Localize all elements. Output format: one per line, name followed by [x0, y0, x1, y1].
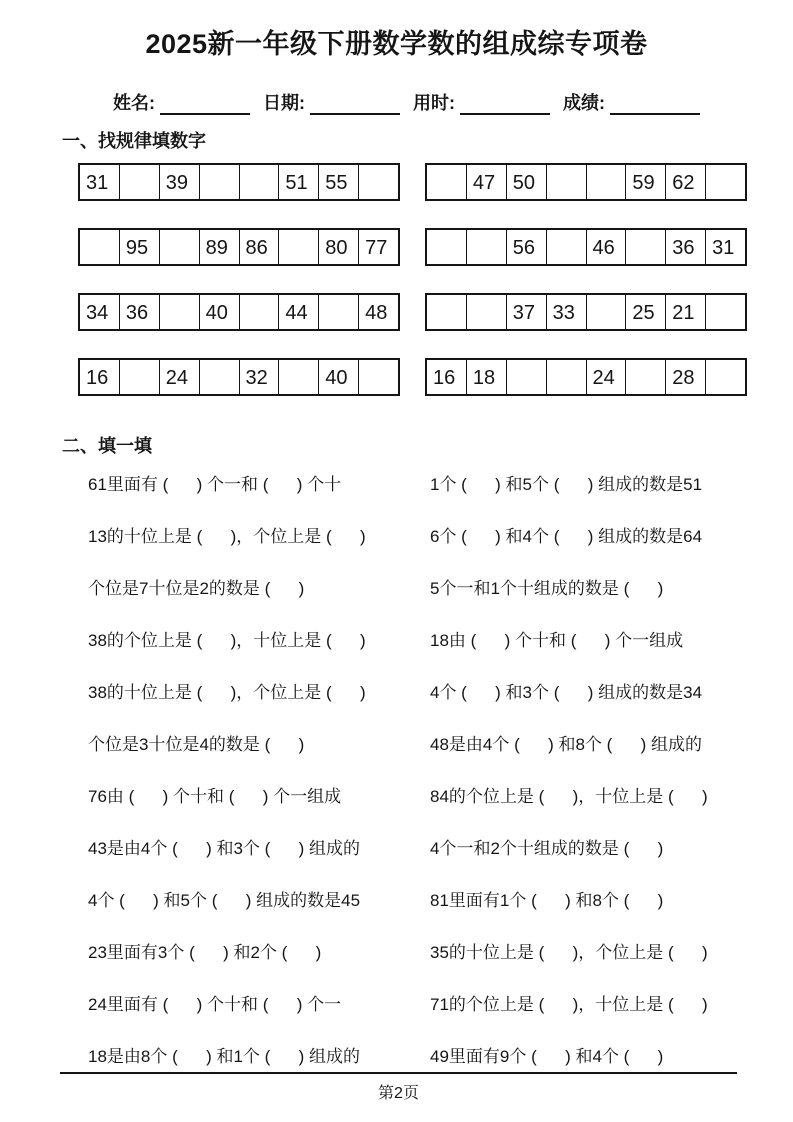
- sequence-cell: [319, 295, 359, 329]
- sequence-cell: [547, 165, 587, 199]
- question-item: 个位是3十位是4的数是 ( ): [88, 735, 305, 754]
- question-item: 13的十位上是 ( )，个位上是 ( ): [88, 527, 366, 546]
- sequence-cell: 37: [507, 295, 547, 329]
- questions-right-column: [430, 470, 760, 1094]
- section1-heading: 一、找规律填数字: [62, 131, 206, 151]
- sequence-cell: 48: [365, 302, 388, 324]
- question-item: 18由 ( ) 个十和 ( ) 个一组成: [430, 631, 684, 650]
- section2-heading: 二、填一填: [62, 436, 152, 456]
- sequence-cell: 56: [507, 230, 547, 264]
- sequence-cell: 25: [626, 295, 666, 329]
- sequence-cell: 36: [666, 230, 706, 264]
- sequence-cell: [507, 360, 547, 394]
- sequence-cell: [160, 230, 200, 264]
- page-title: 2025新一年级下册数学数的组成综专项卷: [145, 29, 648, 59]
- sequence-cell: 33: [547, 295, 587, 329]
- sequence-table: [78, 293, 400, 331]
- sequence-cell: [427, 295, 467, 329]
- sequence-cell: 47: [467, 165, 507, 199]
- sequence-table: [78, 228, 400, 266]
- question-item: 4个 ( ) 和5个 ( ) 组成的数是45: [88, 891, 361, 910]
- question-item: 个位是7十位是2的数是 ( ): [88, 579, 305, 598]
- student-info-row: [113, 89, 793, 115]
- sequence-cell: 31: [712, 237, 735, 259]
- blank-line: [610, 95, 700, 115]
- number-sequence-tables: [78, 163, 747, 396]
- question-item: 61里面有 ( ) 个一和 ( ) 个十: [88, 475, 342, 494]
- question-item: 71的个位上是 ( )，十位上是 ( ): [430, 995, 708, 1014]
- blank-line: [310, 95, 400, 115]
- info-field-label: 用时:: [413, 93, 455, 113]
- sequence-cell: [240, 295, 280, 329]
- sequence-cell: 89: [200, 230, 240, 264]
- question-item: 4个一和2个十组成的数是 ( ): [430, 839, 664, 858]
- blank-line: [460, 95, 550, 115]
- sequence-cell: 86: [240, 230, 280, 264]
- sequence-cell: [359, 360, 398, 394]
- sequence-cell: [427, 165, 467, 199]
- sequence-cell: [80, 230, 120, 264]
- sequence-table: [425, 358, 747, 396]
- sequence-cell: 16: [80, 360, 120, 394]
- sequence-cell: [200, 360, 240, 394]
- info-field-label: 成绩:: [563, 93, 605, 113]
- question-item: 6个 ( ) 和4个 ( ) 组成的数是64: [430, 527, 703, 546]
- question-item: 23里面有3个 ( ) 和2个 ( ): [88, 943, 322, 962]
- sequence-cell: 95: [120, 230, 160, 264]
- sequence-cell: 77: [365, 237, 388, 259]
- sequence-cell: 36: [120, 295, 160, 329]
- sequence-cell: 51: [279, 165, 319, 199]
- sequence-table: [425, 163, 747, 201]
- sequence-cell: [200, 165, 240, 199]
- sequence-cell: [240, 165, 280, 199]
- question-item: 38的十位上是 ( )，个位上是 ( ): [88, 683, 366, 702]
- sequence-cell: [160, 295, 200, 329]
- sequence-cell: 55: [319, 165, 359, 199]
- sequence-cell: 21: [666, 295, 706, 329]
- sequence-cell: [547, 360, 587, 394]
- sequence-cell: 16: [427, 360, 467, 394]
- sequence-cell: [120, 165, 160, 199]
- sequence-cell: [626, 230, 666, 264]
- question-item: 76由 ( ) 个十和 ( ) 个一组成: [88, 787, 342, 806]
- question-item: 24里面有 ( ) 个十和 ( ) 个一: [88, 995, 342, 1014]
- question-item: 4个 ( ) 和3个 ( ) 组成的数是34: [430, 683, 703, 702]
- info-field: [413, 89, 550, 115]
- sequence-cell: 24: [160, 360, 200, 394]
- sequence-cell: 62: [666, 165, 706, 199]
- question-item: 1个 ( ) 和5个 ( ) 组成的数是51: [430, 475, 703, 494]
- sequence-cell: 59: [626, 165, 666, 199]
- sequence-cell: 32: [240, 360, 280, 394]
- question-item: 48是由4个 ( ) 和8个 ( ) 组成的: [430, 735, 703, 754]
- sequence-cell: [427, 230, 467, 264]
- sequence-table: [78, 358, 400, 396]
- sequence-table: [78, 163, 400, 201]
- sequence-cell: [626, 360, 666, 394]
- sequence-table: [425, 293, 747, 331]
- sequence-cell: [706, 360, 745, 394]
- sequence-cell: [587, 295, 627, 329]
- question-item: 5个一和1个十组成的数是 ( ): [430, 579, 664, 598]
- sequence-cell: [706, 295, 745, 329]
- questions-left-column: [88, 470, 430, 1094]
- sequence-cell: [359, 165, 398, 199]
- sequence-cell: 44: [279, 295, 319, 329]
- question-item: 38的个位上是 ( )，十位上是 ( ): [88, 631, 366, 650]
- sequence-cell: [706, 165, 745, 199]
- question-item: 35的十位上是 ( )，个位上是 ( ): [430, 943, 708, 962]
- sequence-table: [425, 228, 747, 266]
- blank-line: [160, 95, 250, 115]
- question-item: 43是由4个 ( ) 和3个 ( ) 组成的: [88, 839, 361, 858]
- info-field: [563, 89, 700, 115]
- sequence-cell: 34: [80, 295, 120, 329]
- question-item: 49里面有9个 ( ) 和4个 ( ): [430, 1047, 664, 1066]
- info-field: [113, 89, 250, 115]
- sequence-cell: 39: [160, 165, 200, 199]
- info-field-label: 日期:: [263, 93, 305, 113]
- sequence-cell: 31: [80, 165, 120, 199]
- sequence-cell: [279, 230, 319, 264]
- page-number: 第2页: [378, 1085, 419, 1102]
- page-footer: [60, 1072, 737, 1103]
- sequence-cell: 40: [319, 360, 359, 394]
- sequence-cell: 46: [587, 230, 627, 264]
- sequence-cell: 40: [200, 295, 240, 329]
- question-item: 81里面有1个 ( ) 和8个 ( ): [430, 891, 664, 910]
- sequence-cell: 50: [507, 165, 547, 199]
- sequence-cell: [279, 360, 319, 394]
- sequence-cell: 18: [467, 360, 507, 394]
- footer-divider: [60, 1072, 737, 1074]
- sequence-cell: 28: [666, 360, 706, 394]
- info-field: [263, 89, 400, 115]
- sequence-cell: [547, 230, 587, 264]
- sequence-cell: [587, 165, 627, 199]
- sequence-cell: 80: [319, 230, 359, 264]
- sequence-cell: [120, 360, 160, 394]
- question-item: 84的个位上是 ( )，十位上是 ( ): [430, 787, 708, 806]
- sequence-cell: [467, 230, 507, 264]
- sequence-cell: 24: [587, 360, 627, 394]
- info-field-label: 姓名:: [113, 93, 155, 113]
- sequence-cell: [467, 295, 507, 329]
- question-item: 18是由8个 ( ) 和1个 ( ) 组成的: [88, 1047, 361, 1066]
- fill-in-questions: [88, 470, 793, 1094]
